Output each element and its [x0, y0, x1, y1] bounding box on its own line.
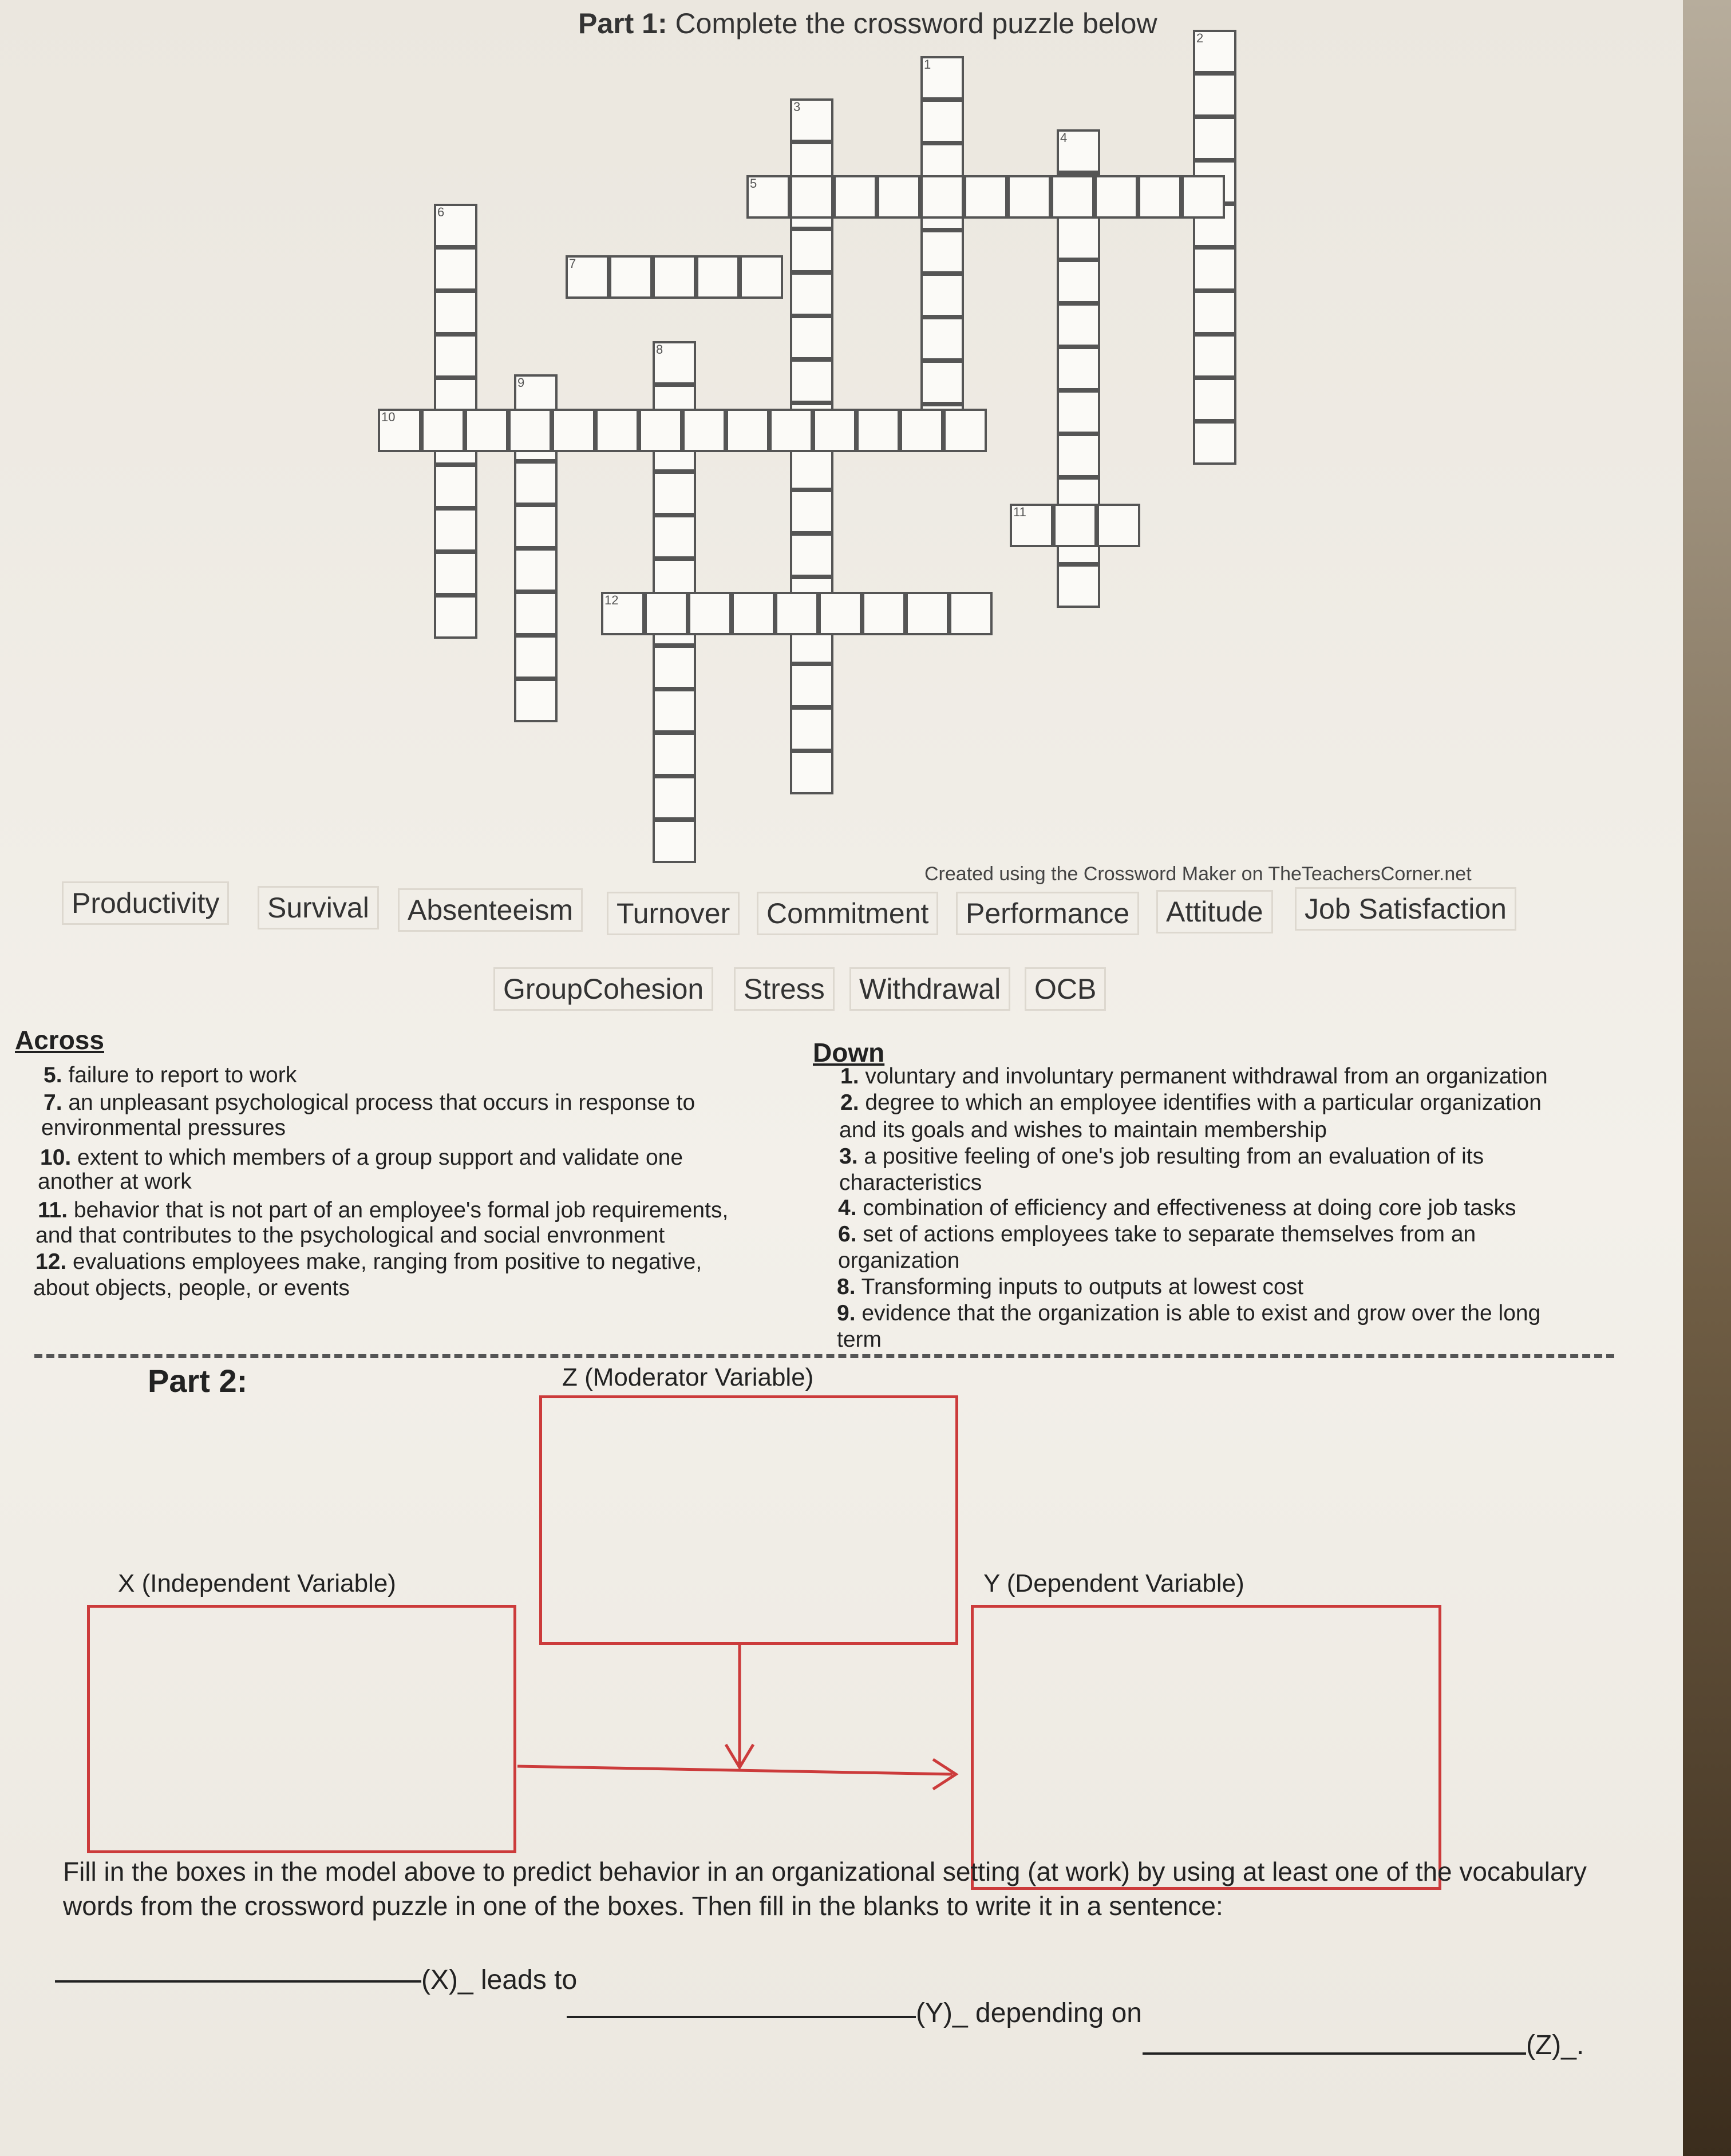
clue-text: an unpleasant psychological process that occurs in response to	[62, 1090, 695, 1115]
clue-text: set of actions employees take to separate themselves from an	[856, 1222, 1476, 1247]
clue-number: 12.	[35, 1249, 67, 1274]
x-blank-label: (X)_ leads to	[421, 1965, 578, 1995]
clue-number: 1.	[840, 1064, 859, 1089]
word-bank-item: OCB	[1025, 967, 1106, 1011]
clue-number: 8.	[837, 1275, 856, 1299]
clue-number: 2.	[840, 1090, 859, 1115]
z-blank-line[interactable]	[1143, 2052, 1526, 2055]
across-clue-7-cont: environmental pressures	[41, 1115, 286, 1140]
down-clue-9-cont: term	[837, 1327, 882, 1352]
part1-title-rest: Complete the crossword puzzle below	[667, 7, 1157, 39]
clue-number-label: 10	[381, 410, 396, 424]
clue-number-label: 6	[437, 205, 445, 219]
part2-title: Part 2:	[148, 1363, 248, 1399]
clue-text: behavior that is not part of an employee's formal job requirements,	[68, 1198, 729, 1223]
y-label: Y (Dependent Variable)	[983, 1569, 1244, 1597]
z-label: Z (Moderator Variable)	[562, 1363, 814, 1391]
xy-arrow-line	[517, 1766, 953, 1774]
clue-number: 4.	[838, 1196, 857, 1220]
y-blank-label: (Y)_ depending on	[916, 1998, 1142, 2028]
down-clue-2-cont: and its goals and wishes to maintain membership	[839, 1118, 1327, 1142]
y-blank-line[interactable]	[567, 2016, 916, 2018]
word-bank-item: Attitude	[1156, 890, 1273, 933]
clue-number: 9.	[837, 1301, 856, 1326]
clue-number-label: 12	[604, 593, 619, 607]
clue-number: 5.	[44, 1063, 62, 1087]
clue-number-label: 1	[924, 57, 931, 72]
across-clue-12-cont: about objects, people, or events	[33, 1276, 350, 1300]
clue-number-label: 9	[517, 375, 525, 390]
clue-text: degree to which an employee identifies with a particular organization	[859, 1090, 1542, 1115]
clue-text: voluntary and involuntary permanent withdrawal from an organization	[859, 1064, 1548, 1089]
clue-number: 6.	[838, 1222, 857, 1247]
down-clue-3-cont: characteristics	[839, 1170, 982, 1195]
clue-text: failure to report to work	[62, 1063, 297, 1087]
instructions: Fill in the boxes in the model above to predict behavior in an organizational setting (at work) by using at least one of the vocabulary words from the crossword puzzle in one of the boxes. Then fill in the blanks to write it in a sentence:	[63, 1857, 1587, 1921]
clue-text: evaluations employees make, ranging from positive to negative,	[66, 1249, 702, 1274]
clue-number-label: 7	[569, 256, 576, 271]
part1-title-bold: Part 1:	[578, 7, 667, 39]
word-bank-item: Survival	[258, 886, 379, 929]
down-clue-6-cont: organization	[838, 1248, 960, 1273]
word-bank-item: Stress	[734, 967, 835, 1011]
word-bank-item: GroupCohesion	[493, 967, 713, 1011]
clue-number: 7.	[44, 1090, 62, 1115]
clue-number-label: 3	[793, 100, 801, 114]
clue-text: a positive feeling of one's job resulting from an evaluation of its	[857, 1144, 1484, 1169]
word-bank-item: Job Satisfaction	[1295, 887, 1516, 931]
z-blank-label: (Z)_.	[1526, 2030, 1584, 2060]
clue-text: Transforming inputs to outputs at lowest cost	[855, 1275, 1304, 1299]
clue-text: extent to which members of a group support and validate one	[71, 1145, 683, 1170]
clue-number: 11.	[38, 1198, 68, 1223]
x-label: X (Independent Variable)	[118, 1569, 396, 1597]
word-bank-item: Absenteeism	[398, 888, 583, 932]
across-clue-11-cont: and that contributes to the psychological and social envronment	[35, 1223, 665, 1248]
word-bank-item: Turnover	[607, 892, 740, 935]
word-bank-item: Performance	[956, 892, 1139, 935]
crossword-credit: Created using the Crossword Maker on TheTeachersCorner.net	[924, 863, 1472, 885]
clue-number-label: 2	[1196, 31, 1204, 45]
clue-number-label: 4	[1060, 130, 1068, 145]
clue-number-label: 11	[1013, 505, 1026, 519]
across-clue-10-cont: another at work	[38, 1169, 192, 1194]
x-blank-line[interactable]	[55, 1980, 421, 1983]
clue-number: 10.	[40, 1145, 72, 1170]
clue-text: combination of efficiency and effectiveness at doing core job tasks	[856, 1196, 1516, 1220]
clue-number-label: 8	[656, 342, 663, 357]
clue-text: evidence that the organization is able to exist and grow over the long	[855, 1301, 1541, 1326]
word-bank-item: Productivity	[62, 881, 229, 925]
word-bank-item: Withdrawal	[849, 967, 1010, 1011]
down-heading: Down	[813, 1038, 885, 1067]
across-heading: Across	[15, 1025, 104, 1055]
word-bank-item: Commitment	[757, 892, 938, 935]
clue-number: 3.	[839, 1144, 858, 1169]
clue-number-label: 5	[750, 176, 757, 191]
